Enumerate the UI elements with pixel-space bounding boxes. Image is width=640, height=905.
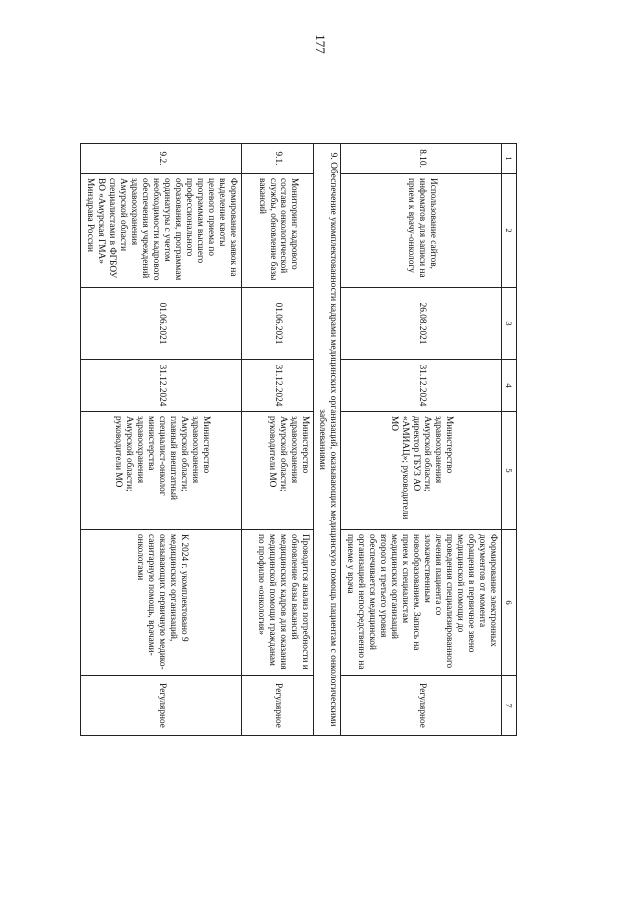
- end-date-cell: 31.12.2024: [242, 360, 314, 412]
- periodicity-cell: Регулярное: [81, 676, 242, 736]
- plan-table: [80, 143, 517, 736]
- column-number: 5: [502, 412, 517, 530]
- column-number: 7: [502, 676, 517, 736]
- table-row: [81, 144, 242, 736]
- column-number: 4: [502, 360, 517, 412]
- periodicity-cell: Регулярное: [341, 676, 502, 736]
- row-number: 8.10.: [341, 144, 502, 174]
- responsible-cell: Министерство здравоохранения Амурской области; директор ГБУЗ АО «АМИАЦ»; руководители МО: [341, 412, 502, 530]
- table-row: [242, 144, 314, 736]
- task-cell: Мониторинг кадрового состава онкологической службы, обновление базы вакансий: [242, 174, 314, 288]
- task-cell: Формирование заявок на выделение квоты целевого приема по программам высшего профессионального образования, программам ординатуры с учетом необходимости кадрового обеспечения учреждений здравоохранения Амурской области специалистами в ФГБОУ ВО «Амурская ГМА» Минздрава России: [81, 174, 242, 288]
- section-title: 9. Обеспечение укомплектованности кадрами медицинских организаций, оказывающих медицинскую помощь пациентам с онкологическими заболеваниями: [314, 144, 341, 736]
- column-number: 2: [502, 174, 517, 288]
- row-number: 9.2.: [81, 144, 242, 174]
- column-number-row: [502, 144, 517, 736]
- row-number: 9.1.: [242, 144, 314, 174]
- page-number: 177: [313, 34, 328, 54]
- start-date-cell: 26.08.2021: [341, 288, 502, 360]
- column-number: 1: [502, 144, 517, 174]
- table-row: [341, 144, 502, 736]
- result-cell: Проводится анализ потребности и обновление базы вакансий медицинских кадров для оказания медицинской помощи гражданам по профилю «онкология»: [242, 530, 314, 676]
- start-date-cell: 01.06.2021: [242, 288, 314, 360]
- column-number: 6: [502, 530, 517, 676]
- end-date-cell: 31.12.2024: [81, 360, 242, 412]
- responsible-cell: Министерство здравоохранения Амурской области; руководители МО: [242, 412, 314, 530]
- periodicity-cell: Регулярное: [242, 676, 314, 736]
- section-row: [314, 144, 341, 736]
- rotated-table-container: [85, 143, 517, 735]
- result-cell: К 2024 г. укомплектовано 9 медицинских организаций, оказывающих первичную медико-санитарную помощь, врачами-онкологами: [81, 530, 242, 676]
- result-cell: Формирование электронных документов от момента обращения в первичное звено медицинской помощи до проведения специализированного лечения пациента со злокачественным новообразованием. Запись на прием к специалистам медицинских организаций второго и третьего уровня обеспечивается медицинской организацией непосредственно на приеме у врача: [341, 530, 502, 676]
- start-date-cell: 01.06.2021: [81, 288, 242, 360]
- responsible-cell: Министерство здравоохранения Амурской области; главный внештатный специалист-онколог министерства здравоохранения Амурской области; руководители МО: [81, 412, 242, 530]
- end-date-cell: 31.12.2024: [341, 360, 502, 412]
- task-cell: Использование сайтов, инфоматов для записи на прием к врачу-онкологу: [341, 174, 502, 288]
- column-number: 3: [502, 288, 517, 360]
